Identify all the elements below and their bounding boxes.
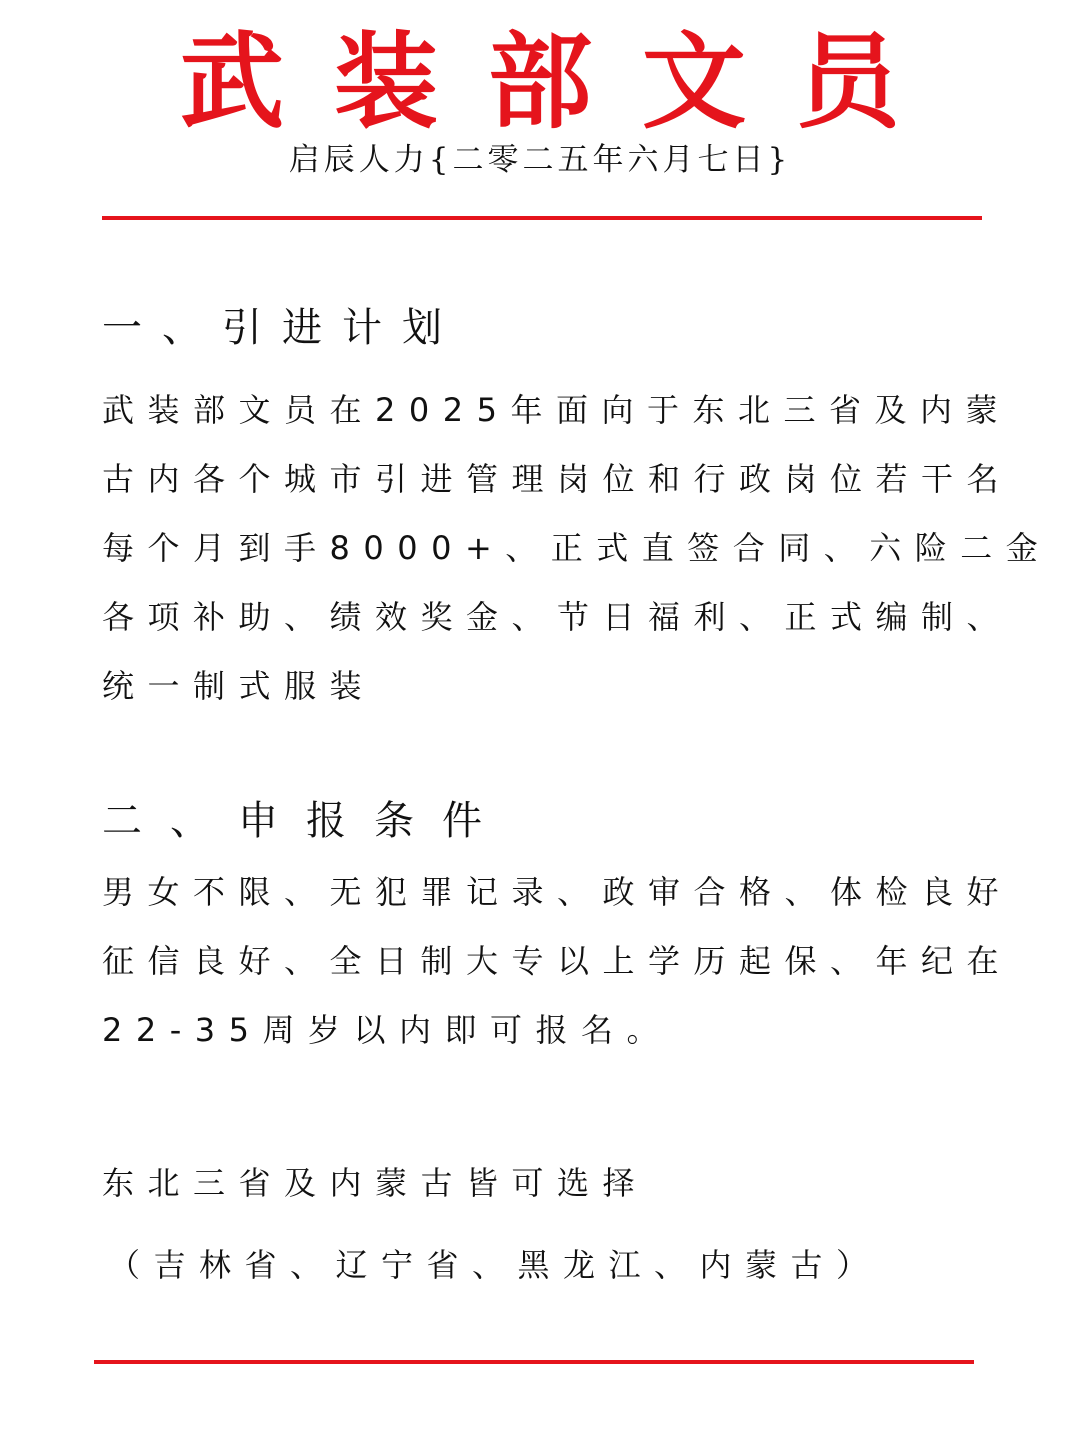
paragraph-line: 每个月到手8000+、正式直签合同、六险二金 (102, 529, 1052, 567)
regions-note: 东北三省及内蒙古皆可选择 (102, 1164, 649, 1202)
paragraph-line: 统一制式服装 (102, 667, 376, 705)
section-heading-requirements: 二、申报条件 (102, 798, 510, 844)
paragraph-line: 22-35周岁以内即可报名。 (102, 1011, 672, 1049)
paragraph-line: 古内各个城市引进管理岗位和行政岗位若干名 (102, 460, 1013, 498)
subtitle-date: 启辰人力{二零二五年六月七日} (288, 142, 792, 178)
paragraph-line: 武装部文员在2025年面向于东北三省及内蒙 (102, 391, 1011, 429)
paragraph-line: 征信良好、全日制大专以上学历起保、年纪在 (102, 942, 1013, 980)
paragraph-line: 男女不限、无犯罪记录、政审合格、体检良好 (102, 873, 1013, 911)
recruitment-plan-paragraph (102, 376, 1052, 721)
regions-list: （吉林省、辽宁省、黑龙江、内蒙古） (108, 1246, 882, 1284)
paragraph-line: 各项补助、绩效奖金、节日福利、正式编制、 (102, 598, 1013, 636)
requirements-paragraph (102, 858, 1013, 1065)
bottom-divider (94, 1360, 974, 1364)
section-heading-recruitment-plan: 一、引进计划 (102, 305, 462, 351)
top-divider (102, 216, 982, 220)
page-title: 武装部文员 (179, 20, 950, 143)
